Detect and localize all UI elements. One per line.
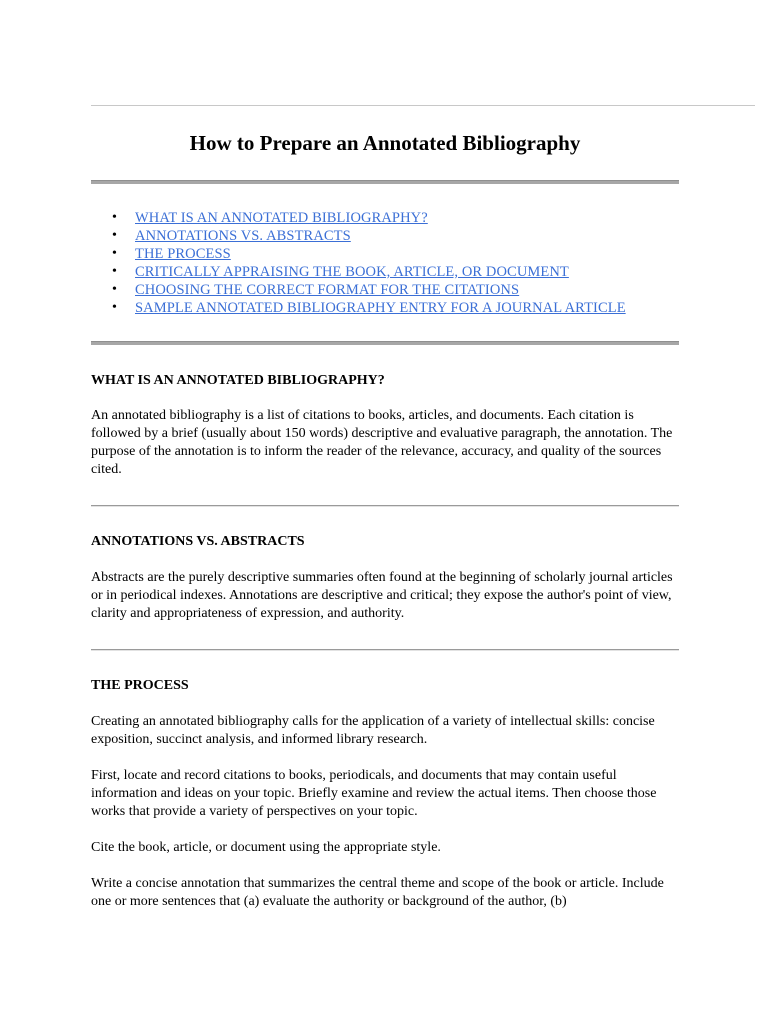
title-divider (91, 180, 679, 184)
paragraph-what-is: An annotated bibliography is a list of citations to books, articles, and documents. Each citation is followed by a brief (usually about 150 words) descriptive and evaluative paragraph, the annotation. The purpose of the annotation is to inform the reader of the relevance, accuracy, and quality of the sources cited. (91, 408, 673, 477)
paragraph-process-write: Write a concise annotation that summarizes the central theme and scope of the book or article. Include one or more sentences that (a) evaluate the authority or background of the author, (b) (91, 876, 664, 909)
toc-link-choosing-format[interactable]: CHOOSING THE CORRECT FORMAT FOR THE CITATIONS (135, 282, 520, 298)
section-heading-what-is: WHAT IS AN ANNOTATED BIBLIOGRAPHY? (91, 373, 385, 388)
paragraph-process-intro: Creating an annotated bibliography calls for the application of a variety of intellectual skills: concise exposition, succinct analysis, and informed library research. (91, 714, 655, 747)
page-title: How to Prepare an Annotated Bibliography (189, 131, 581, 155)
top-divider (91, 105, 755, 106)
toc-item (91, 245, 691, 263)
bullet-icon: • (112, 282, 117, 297)
bullet-icon: • (112, 246, 117, 261)
toc-link-sample-entry[interactable]: SAMPLE ANNOTATED BIBLIOGRAPHY ENTRY FOR A JOURNAL ARTICLE (135, 300, 626, 316)
toc-item (91, 227, 691, 245)
toc-link-critically-appraising[interactable]: CRITICALLY APPRAISING THE BOOK, ARTICLE, OR DOCUMENT (135, 264, 569, 280)
toc-item (91, 299, 691, 317)
section-divider (91, 649, 679, 651)
toc-divider (91, 341, 679, 345)
bullet-icon: • (112, 210, 117, 225)
section-divider (91, 505, 679, 507)
bullet-icon: • (112, 228, 117, 243)
toc-link-what-is[interactable]: WHAT IS AN ANNOTATED BIBLIOGRAPHY? (135, 210, 428, 226)
bullet-icon: • (112, 264, 117, 279)
toc-link-annotations-vs-abstracts[interactable]: ANNOTATIONS VS. ABSTRACTS (135, 228, 351, 244)
bullet-icon: • (112, 300, 117, 315)
paragraph-annotations-vs-abstracts: Abstracts are the purely descriptive summaries often found at the beginning of scholarly journal articles or in periodical indexes. Annotations are descriptive and critical; they expose the author's point of view, clarity and appropriateness of expression, and authority. (91, 570, 673, 621)
toc-item (91, 263, 691, 281)
section-heading-the-process: THE PROCESS (91, 678, 189, 693)
toc-item (91, 281, 691, 299)
paragraph-process-cite: Cite the book, article, or document using the appropriate style. (91, 840, 441, 855)
toc-item (91, 209, 691, 227)
paragraph-process-locate: First, locate and record citations to books, periodicals, and documents that may contain useful information and ideas on your topic. Briefly examine and review the actual items. Then choose those works that provide a variety of perspectives on your topic. (91, 768, 657, 819)
table-of-contents (91, 209, 691, 317)
toc-link-the-process[interactable]: THE PROCESS (135, 246, 231, 262)
section-heading-annotations-vs-abstracts: ANNOTATIONS VS. ABSTRACTS (91, 534, 305, 549)
